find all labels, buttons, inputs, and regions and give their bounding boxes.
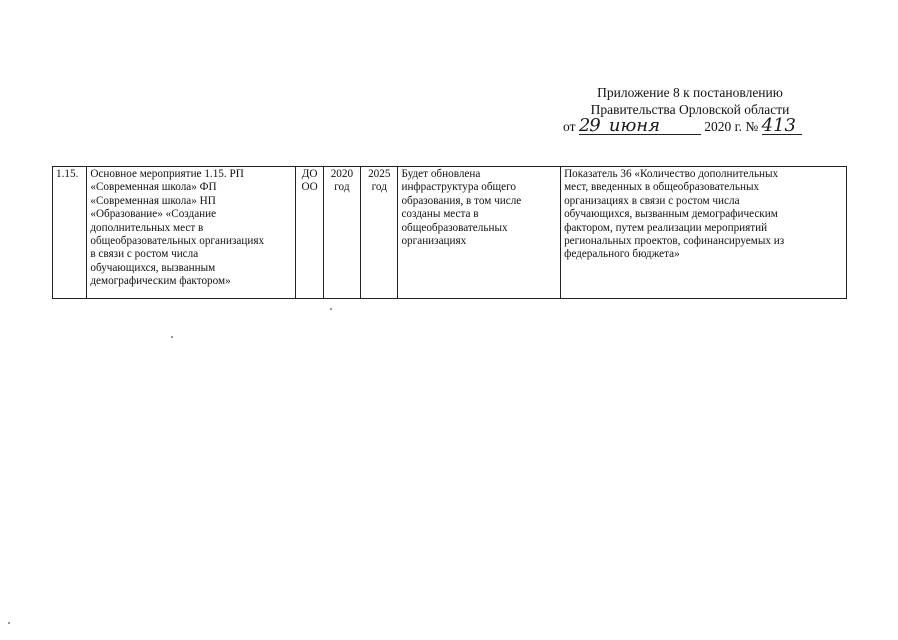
resolution-date-line — [540, 115, 840, 136]
executor-cell — [296, 167, 323, 299]
date-year-label: 2020 г. № — [704, 119, 759, 134]
executor: ДО ОО — [301, 168, 318, 194]
row-number: 1.15. — [56, 168, 79, 180]
expected-result-cell — [398, 167, 561, 299]
start-year: 2020 год — [330, 168, 354, 194]
appendix-title: Приложение 8 к постановлению — [597, 85, 783, 100]
measure-description-cell — [87, 167, 296, 299]
start-year-cell — [323, 167, 360, 299]
appendix-header — [540, 84, 840, 135]
scan-speck — [171, 336, 173, 338]
scan-speck — [330, 308, 332, 310]
table-row — [53, 167, 847, 299]
indicator-cell — [561, 167, 847, 299]
measures-table — [52, 166, 847, 299]
end-year: 2025 год — [368, 168, 391, 194]
measure-description: Основное мероприятие 1.15. РП «Современная школа» ФП «Современная школа» НП «Образование» «Создание дополнительных мест в общеобразовательных организациях в связи с ростом числа обучающихся, вызванным демографическим фактором» — [90, 168, 265, 288]
scan-speck — [8, 622, 10, 624]
expected-result: Будет обновлена инфраструктура общего образования, в том числе созданы места в общеобразовательных организациях — [401, 168, 522, 248]
handwritten-month: июня — [607, 118, 701, 135]
date-prefix: от — [563, 119, 576, 134]
end-year-cell — [361, 167, 398, 299]
row-number-cell — [53, 167, 87, 299]
handwritten-day: 29 — [579, 118, 607, 135]
handwritten-doc-number: 413 — [762, 118, 802, 135]
indicator: Показатель 36 «Количество дополнительных мест, введенных в общеобразовательных организациях в связи с ростом числа обучающихся, вызванным демографическим фактором, путем реализации мероприятий региональных проектов, софинансируемых из федерального бюджета» — [564, 168, 785, 261]
appendix-authority: Правительства Орловской области — [590, 102, 790, 117]
